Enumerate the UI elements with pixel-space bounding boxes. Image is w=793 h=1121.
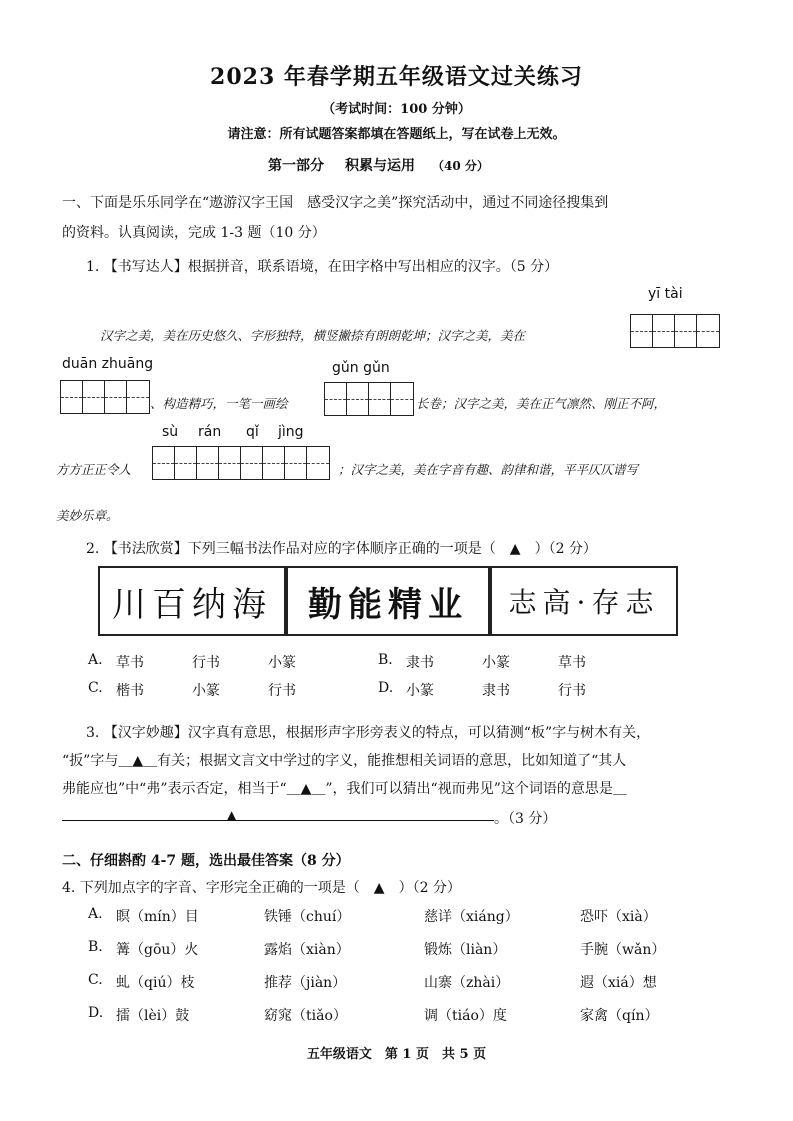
tianzige-gungun[interactable] — [324, 382, 414, 416]
tianzige-duanzhuang[interactable] — [60, 380, 150, 414]
q4-row-d-label: D. — [88, 1005, 104, 1021]
q4-row-b-item3: 锻炼（liàn） — [424, 942, 507, 958]
q4-row-d-item4: 家禽（qín） — [580, 1008, 659, 1024]
q4-row-c-item1: 虬（qiú）枝 — [116, 975, 195, 991]
q2-option-a-item1: 草书 — [116, 655, 144, 671]
section1-intro-line2: 的资料。认真阅读，完成 1-3 题（10 分） — [62, 225, 326, 241]
q3-line1: 3. 【汉字妙趣】汉字真有意思，根据形声字形旁表义的特点，可以猜测“板”字与树木有关， — [86, 725, 651, 741]
q4-row-d-item1: 擂（lèi）鼓 — [116, 1008, 190, 1024]
q2-option-b-item2: 小篆 — [482, 655, 510, 671]
q2-option-d-item2: 隶书 — [482, 683, 510, 699]
section2-intro: 二、仔细斟酌 4-7 题，选出最佳答案（8 分） — [62, 853, 350, 869]
q3-score: 。（3 分） — [494, 811, 557, 827]
q1-pinyin-4a: sù — [162, 424, 179, 440]
q4-row-a-item3: 慈详（xiáng） — [424, 909, 519, 925]
section1-intro-line1: 一、下面是乐乐同学在“遨游汉字王国 感受汉字之美”探究活动中，通过不同途径搜集到 — [62, 195, 609, 211]
q1-pinyin-3: gǔn gǔn — [332, 360, 390, 376]
q4-row-b-label: B. — [88, 939, 103, 955]
q4-row-d-item3: 调（tiáo）度 — [424, 1008, 507, 1024]
q2-option-c-item2: 小篆 — [192, 683, 220, 699]
q3-answer-line[interactable] — [62, 820, 494, 821]
part-name: 积累与运用 — [345, 158, 415, 174]
q4-row-b-item2: 露焰（xiàn） — [264, 942, 350, 958]
q4-title: 4. 下列加点字的字音、字形完全正确的一项是（ ▲ ）（2 分） — [62, 880, 461, 896]
q2-option-a-item2: 行书 — [192, 655, 220, 671]
q2-option-d-item1: 小篆 — [406, 683, 434, 699]
q1-line3a: 方方正正令人 — [56, 462, 132, 477]
q1-pinyin-2: duān zhuāng — [62, 356, 154, 372]
q4-row-a-label: A. — [88, 906, 103, 922]
q2-option-b-item1: 隶书 — [406, 655, 434, 671]
page-title: 2023 年春学期五年级语文过关练习 — [210, 64, 583, 90]
q1-line1: 汉字之美，美在历史悠久、字形独特，横竖撇捺有朗朗乾坤；汉字之美，美在 — [100, 328, 526, 343]
q4-row-a-item2: 铁锤（chuí） — [264, 909, 351, 925]
q1-line2a: 、构造精巧，一笔一画绘 — [150, 396, 288, 411]
q2-option-d-item3: 行书 — [558, 683, 586, 699]
q3-line2: “扳”字与＿▲＿有关；根据文言文中学过的字义，能推想相关词语的意思，比如知道了“其人 — [62, 753, 627, 769]
part-score: （40 分） — [432, 159, 489, 173]
q3-answer-mark: ▲ — [227, 808, 237, 822]
q2-option-b-label: B. — [378, 652, 393, 668]
part-label: 第一部分 — [268, 158, 324, 174]
q4-row-a-item1: 瞑（mín）目 — [116, 909, 199, 925]
q2-option-a-label: A. — [88, 652, 103, 668]
q2-option-c-item1: 楷书 — [116, 683, 144, 699]
q4-row-c-label: C. — [88, 972, 103, 988]
q4-row-c-item2: 推荐（jiàn） — [264, 975, 347, 991]
q3-line3: 弗能应也”中“弗”表示否定，相当于“＿▲＿”，我们可以猜出“视而弗见”这个词语的意思是＿ — [62, 781, 627, 797]
q1-pinyin-4c: qǐ — [246, 424, 259, 440]
q4-row-b-item4: 手腕（wǎn） — [580, 942, 666, 958]
q2-title: 2. 【书法欣赏】下列三幅书法作品对应的字体顺序正确的一项是（ ▲ ）（2 分） — [86, 541, 597, 557]
q4-row-c-item3: 山寨（zhài） — [424, 975, 510, 991]
calligraphy-work-3: 志高·存志 — [490, 566, 678, 636]
q1-line3b: ；汉字之美，美在字音有趣、韵律和谐，平平仄仄谱写 — [338, 462, 639, 477]
exam-notice: 请注意：所有试题答案都填在答题纸上，写在试卷上无效。 — [227, 127, 566, 142]
q4-row-b-item1: 篝（gōu）火 — [116, 942, 199, 958]
q2-option-c-label: C. — [88, 680, 103, 696]
page-footer: 五年级语文 第 1 页 共 5 页 — [306, 1047, 487, 1062]
exam-time: （考试时间：100 分钟） — [322, 102, 471, 117]
q1-pinyin-4d: jìng — [278, 424, 304, 440]
q4-row-c-item4: 遐（xiá）想 — [580, 975, 657, 991]
q4-row-d-item2: 窈窕（tiǎo） — [264, 1008, 347, 1024]
q2-option-a-item3: 小篆 — [268, 655, 296, 671]
q1-title: 1. 【书写达人】根据拼音，联系语境，在田字格中写出相应的汉字。（5 分） — [86, 259, 559, 275]
q2-option-d-label: D. — [378, 680, 394, 696]
tianzige-yitai[interactable] — [630, 314, 720, 348]
q2-option-b-item3: 草书 — [558, 655, 586, 671]
q1-line2b: 长卷；汉字之美，美在正气凛然、刚正不阿， — [416, 396, 667, 411]
q1-line4: 美妙乐章。 — [56, 508, 119, 523]
q2-option-c-item3: 行书 — [268, 683, 296, 699]
q1-pinyin-1: yī tài — [648, 286, 683, 302]
q4-row-a-item4: 恐吓（xià） — [580, 909, 657, 925]
calligraphy-work-2: 勤能精业 — [286, 566, 490, 636]
calligraphy-work-1: 川百纳海 — [98, 566, 286, 636]
tianzige-suranqijing[interactable] — [152, 446, 330, 480]
q1-pinyin-4b: rán — [198, 424, 222, 440]
